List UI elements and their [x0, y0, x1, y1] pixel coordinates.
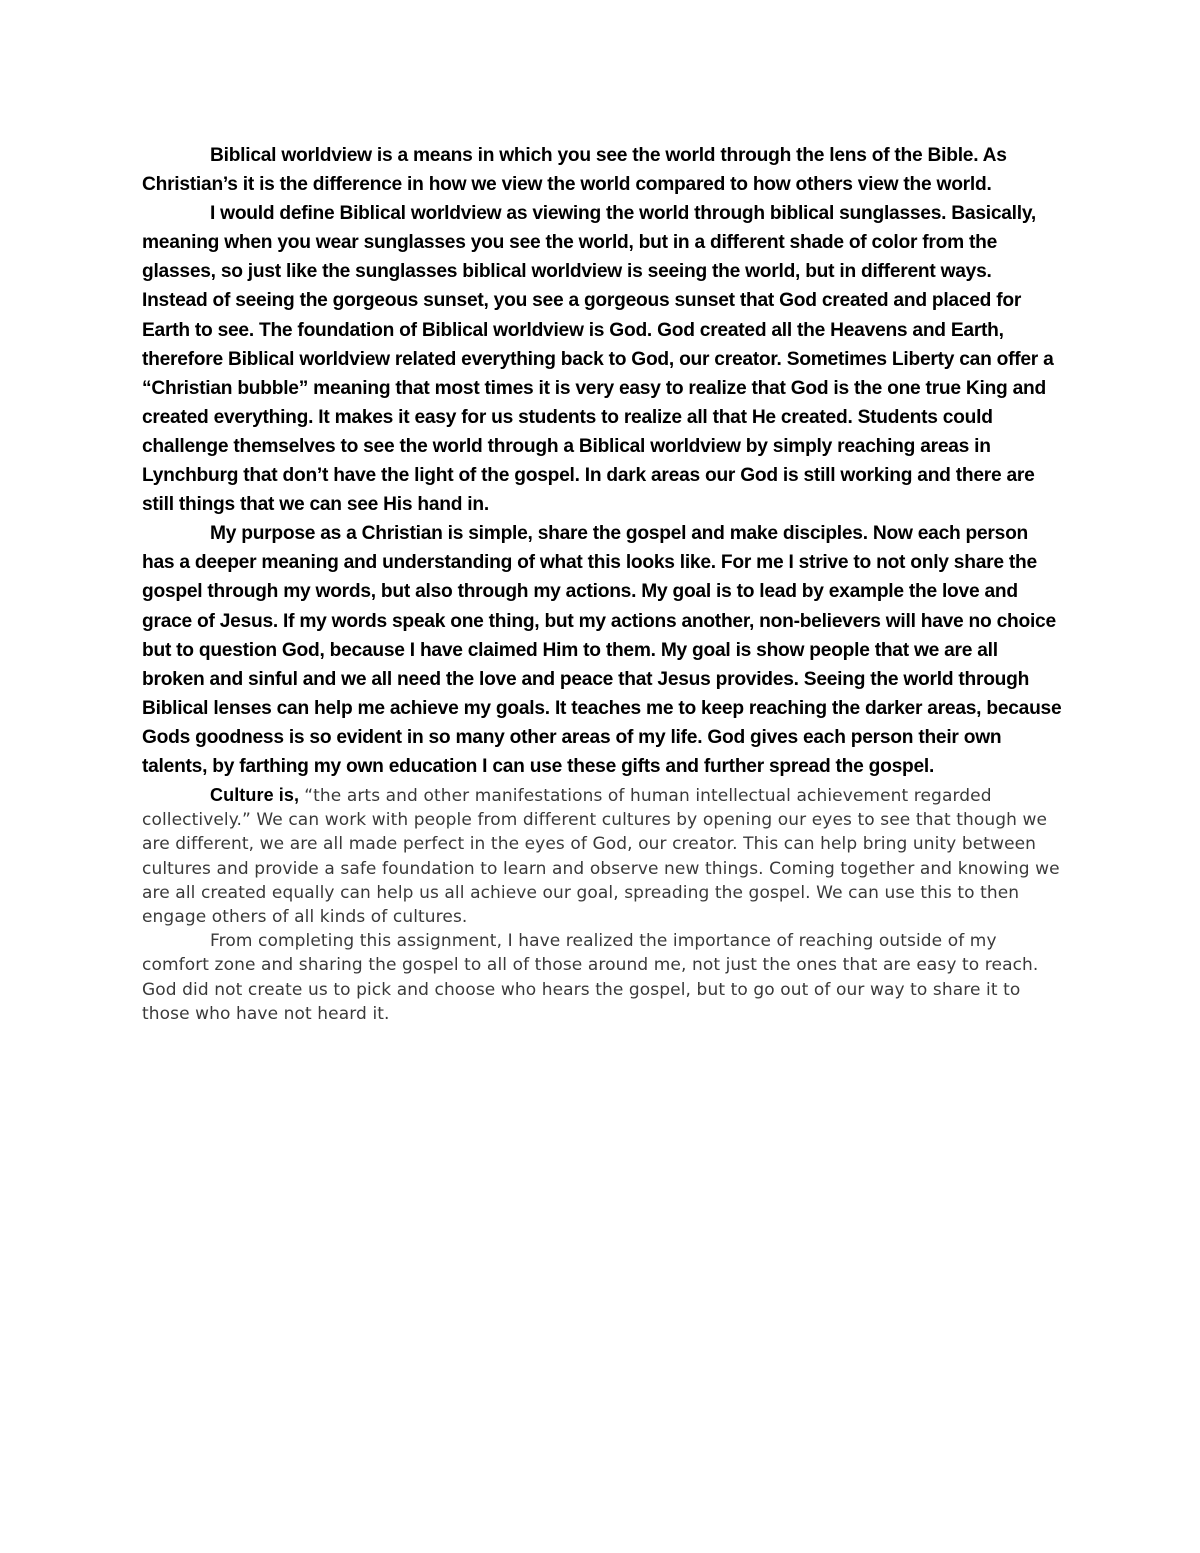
paragraph-culture	[142, 783, 1062, 929]
paragraph-biblical-worldview-definition: I would define Biblical worldview as viewing the world through biblical sunglasses. Basically, meaning when you wear sunglasses you see the world, but in a different shade of color from the glasses, so just like the sunglasses biblical worldview is seeing the world, but in different ways. Instead of seeing the gorgeous sunset, you see a gorgeous sunset that God created and placed for Earth to see. The foundation of Biblical worldview is God. God created all the Heavens and Earth, therefore Biblical worldview related everything back to God, our creator. Sometimes Liberty can offer a “Christian bubble” meaning that most times it is very easy to realize that God is the one true King and created everything. It makes it easy for us students to realize all that He created. Students could challenge themselves to see the world through a Biblical worldview by simply reaching areas in Lynchburg that don’t have the light of the gospel. In dark areas our God is still working and there are still things that we can see His hand in.	[142, 203, 1054, 516]
culture-lead-in: Culture is,	[210, 785, 305, 806]
paragraph-closing: From completing this assignment, I have realized the importance of reaching outside of my comfort zone and sharing the gospel to all of those around me, not just the ones that are easy to reach. God did not create us to pick and choose who hears the gospel, but to go out of our way to share it to those who have not heard it.	[142, 931, 1039, 1024]
paragraph-christian-purpose: My purpose as a Christian is simple, share the gospel and make disciples. Now each person has a deeper meaning and understanding of what this looks like. For me I strive to not only share the gospel through my words, but also through my actions. My goal is to lead by example the love and grace of Jesus. If my words speak one thing, but my actions another, non-believers will have no choice but to question God, because I have claimed Him to them. My goal is show people that we are all broken and sinful and we all need the love and peace that Jesus provides. Seeing the world through Biblical lenses can help me achieve my goals. It teaches me to keep reaching the darker areas, because Gods goodness is so evident in so many other areas of my life. God gives each person their own talents, by farthing my own education I can use these gifts and further spread the gospel.	[142, 523, 1062, 777]
essay-body	[142, 141, 1062, 1026]
paragraph-biblical-worldview-intro: Biblical worldview is a means in which you see the world through the lens of the Bible. As Christian’s it is the difference in how we view the world compared to how others view the world.	[142, 145, 1007, 196]
culture-body-text: “the arts and other manifestations of human intellectual achievement regarded collectively.” We can work with people from different cultures by opening our eyes to see that though we are different, we are all made perfect in the eyes of God, our creator. This can help bring unity between cultures and provide a safe foundation to learn and observe new things. Coming together and knowing we are all created equally can help us all achieve our goal, spreading the gospel. We can use this to then engage others of all kinds of cultures.	[142, 786, 1060, 928]
